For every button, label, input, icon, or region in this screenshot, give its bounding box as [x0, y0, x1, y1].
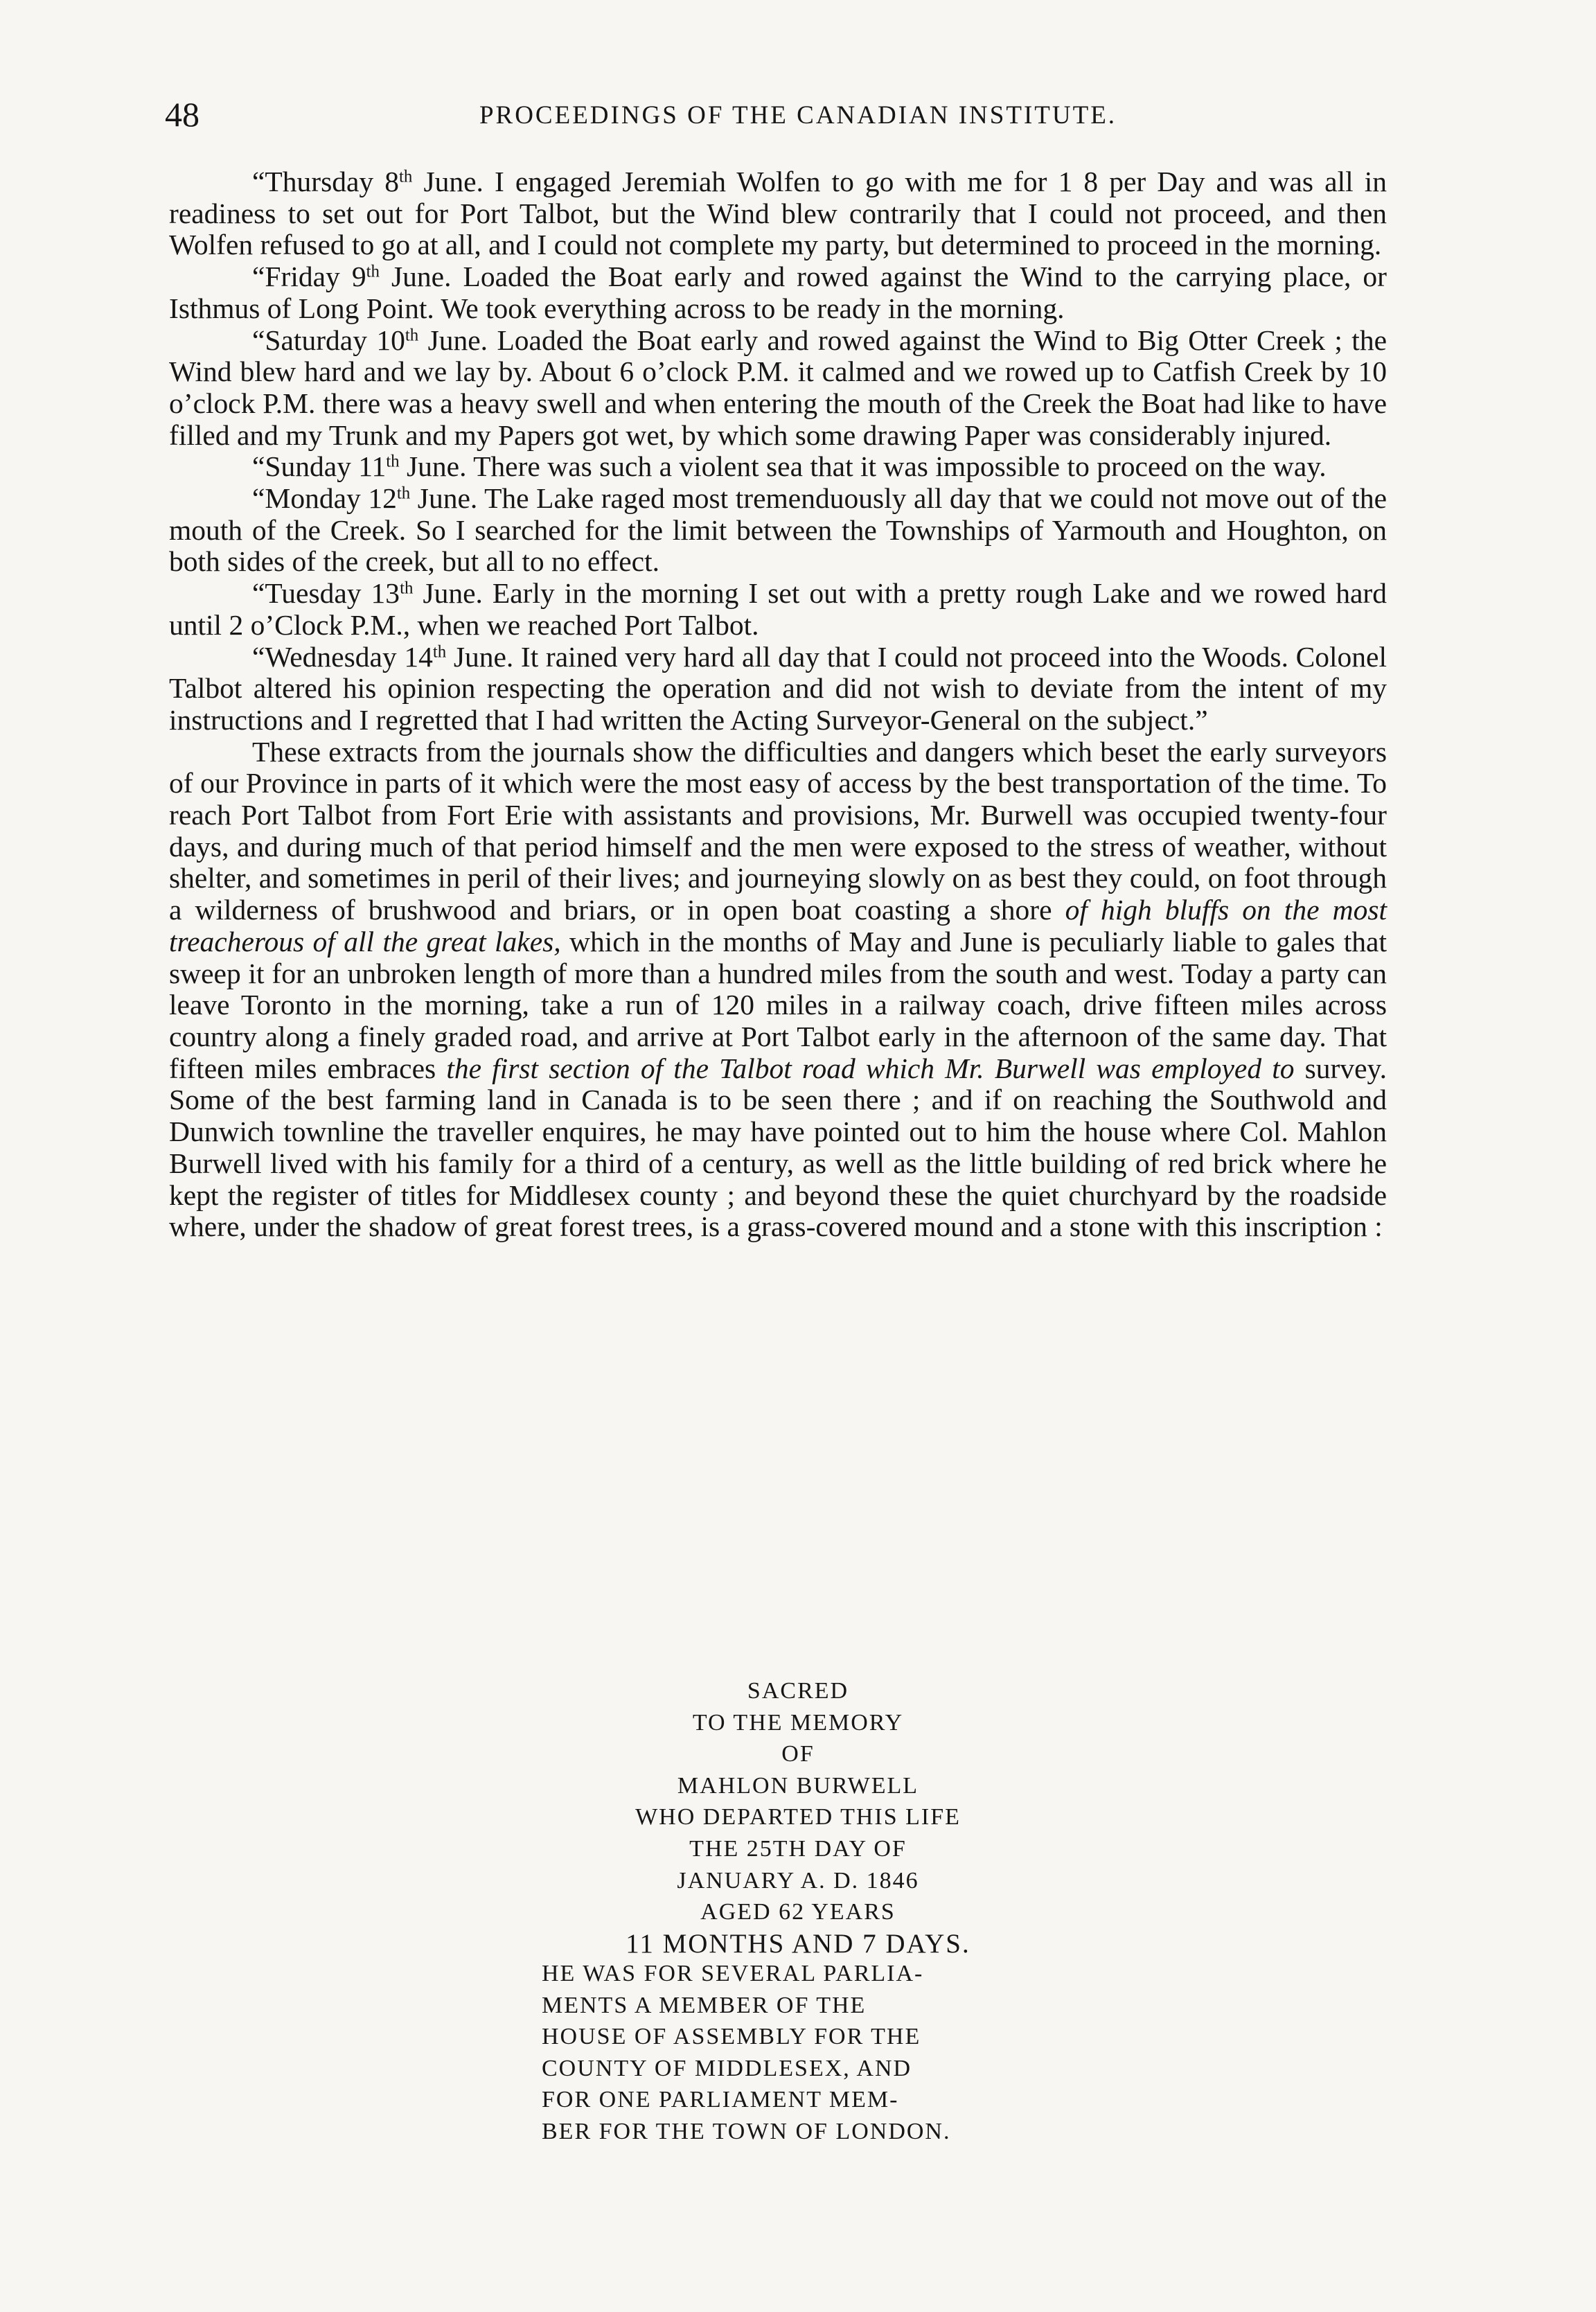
epitaph-line: MENTS A MEMBER OF THE	[542, 1992, 867, 2018]
inscription-line: OF	[781, 1741, 815, 1767]
inscription-line: JANUARY A. D. 1846	[677, 1867, 919, 1894]
inscription-line: SACRED	[747, 1678, 849, 1704]
journal-entry: “Saturday 10th June. Loaded the Boat early and rowed against the Wind to Big Otter Creek ; the Wind blew hard and we lay by. About 6 o’clock P.M. it calmed and we rowed up to Catfish Creek by 10 o’clock P.M. there was a heavy swell and when entering the mouth of the Creek the Boat had like to have filled and my Trunk and my Papers got wet, by which some drawing Paper was considerably injured.	[169, 324, 1387, 451]
epitaph	[542, 1958, 1096, 2148]
epitaph-line: HE WAS FOR SEVERAL PARLIA-	[542, 1961, 924, 1986]
epitaph-line: COUNTY OF MIDDLESEX, AND	[542, 2055, 912, 2081]
inscription-line: THE 25TH DAY OF	[689, 1835, 907, 1862]
gravestone-inscription	[0, 1675, 1596, 1959]
journal-entry: “Monday 12th June. The Lake raged most tremenduously all day that we could not move out of the mouth of the Creek. So I searched for the limit between the Townships of Yarmouth and Houghton, on both sides of the creek, but all to no effect.	[169, 482, 1387, 578]
journal-entry: “Friday 9th June. Loaded the Boat early and rowed against the Wind to the carrying place, or Isthmus of Long Point. We took everything across to be ready in the morning.	[169, 261, 1387, 324]
journal-entry: “Thursday 8th June. I engaged Jeremiah Wolfen to go with me for 1 8 per Day and was all in readiness to set out for Port Talbot, but the Wind blew contrarily that I could not proceed, and then Wolfen refused to go at all, and I could not complete my party, but determined to proceed in the morning.	[169, 166, 1387, 261]
inscription-line: WHO DEPARTED THIS LIFE	[635, 1804, 961, 1830]
inscription-line: TO THE MEMORY	[692, 1709, 904, 1736]
narrative-paragraph: These extracts from the journals show the difficulties and dangers which beset the early surveyors of our Province in parts of it which were the most easy of access by the best transportation of the time. To reach Port Talbot from Fort Erie with assistants and provisions, Mr. Burwell was occupied twenty-four days, and during much of that period himself and the men were exposed to the stress of weather, without shelter, and sometimes in peril of their lives; and journeying slowly on as best they could, on foot through a wilderness of brushwood and briars, or in open boat coasting a shore of high bluffs on the most treacherous of all the great lakes, which in the months of May and June is peculiarly liable to gales that sweep it for an unbroken length of more than a hundred miles from the south and west. Today a party can leave Toronto in the morning, take a run of 120 miles in a railway coach, drive fifteen miles across country along a finely graded road, and arrive at Port Talbot early in the afternoon of the same day. That fifteen miles embraces the first section of the Talbot road which Mr. Burwell was employed to survey. Some of the best farming land in Canada is to be seen there ; and if on reaching the Southwold and Dunwich townline the traveller enquires, he may have pointed out to him the house where Col. Mahlon Burwell lived with his family for a third of a century, as well as the little building of red brick where he kept the register of titles for Middlesex county ; and beyond these the quiet churchyard by the roadside where, under the shadow of great forest trees, is a grass-covered mound and a stone with this inscription :	[169, 735, 1387, 1243]
epitaph-line: BER FOR THE TOWN OF LONDON.	[542, 2118, 951, 2144]
body-text	[169, 166, 1387, 1243]
page-number: 48	[165, 95, 200, 134]
journal-extracts	[169, 166, 1387, 736]
journal-entry: “Wednesday 14th June. It rained very hard all day that I could not proceed into the Woods. Colonel Talbot altered his opinion respecting the operation and did not wish to deviate from the intent of my instructions and I regretted that I had written the Acting Surveyor-General on the subject.”	[169, 640, 1387, 736]
running-head: PROCEEDINGS OF THE CANADIAN INSTITUTE.	[479, 101, 1117, 130]
inscription-line: 11 MONTHS AND 7 DAYS.	[626, 1928, 970, 1959]
journal-entry: “Sunday 11th June. There was such a violent sea that it was impossible to proceed on the way.	[252, 450, 1327, 483]
inscription-line: MAHLON BURWELL	[677, 1772, 919, 1799]
journal-entry: “Tuesday 13th June. Early in the morning I set out with a pretty rough Lake and we rowed hard until 2 o’Clock P.M., when we reached Port Talbot.	[169, 577, 1387, 641]
inscription-line: AGED 62 YEARS	[700, 1899, 896, 1925]
epitaph-line: FOR ONE PARLIAMENT MEM-	[542, 2087, 899, 2113]
epitaph-line: HOUSE OF ASSEMBLY FOR THE	[542, 2024, 921, 2050]
